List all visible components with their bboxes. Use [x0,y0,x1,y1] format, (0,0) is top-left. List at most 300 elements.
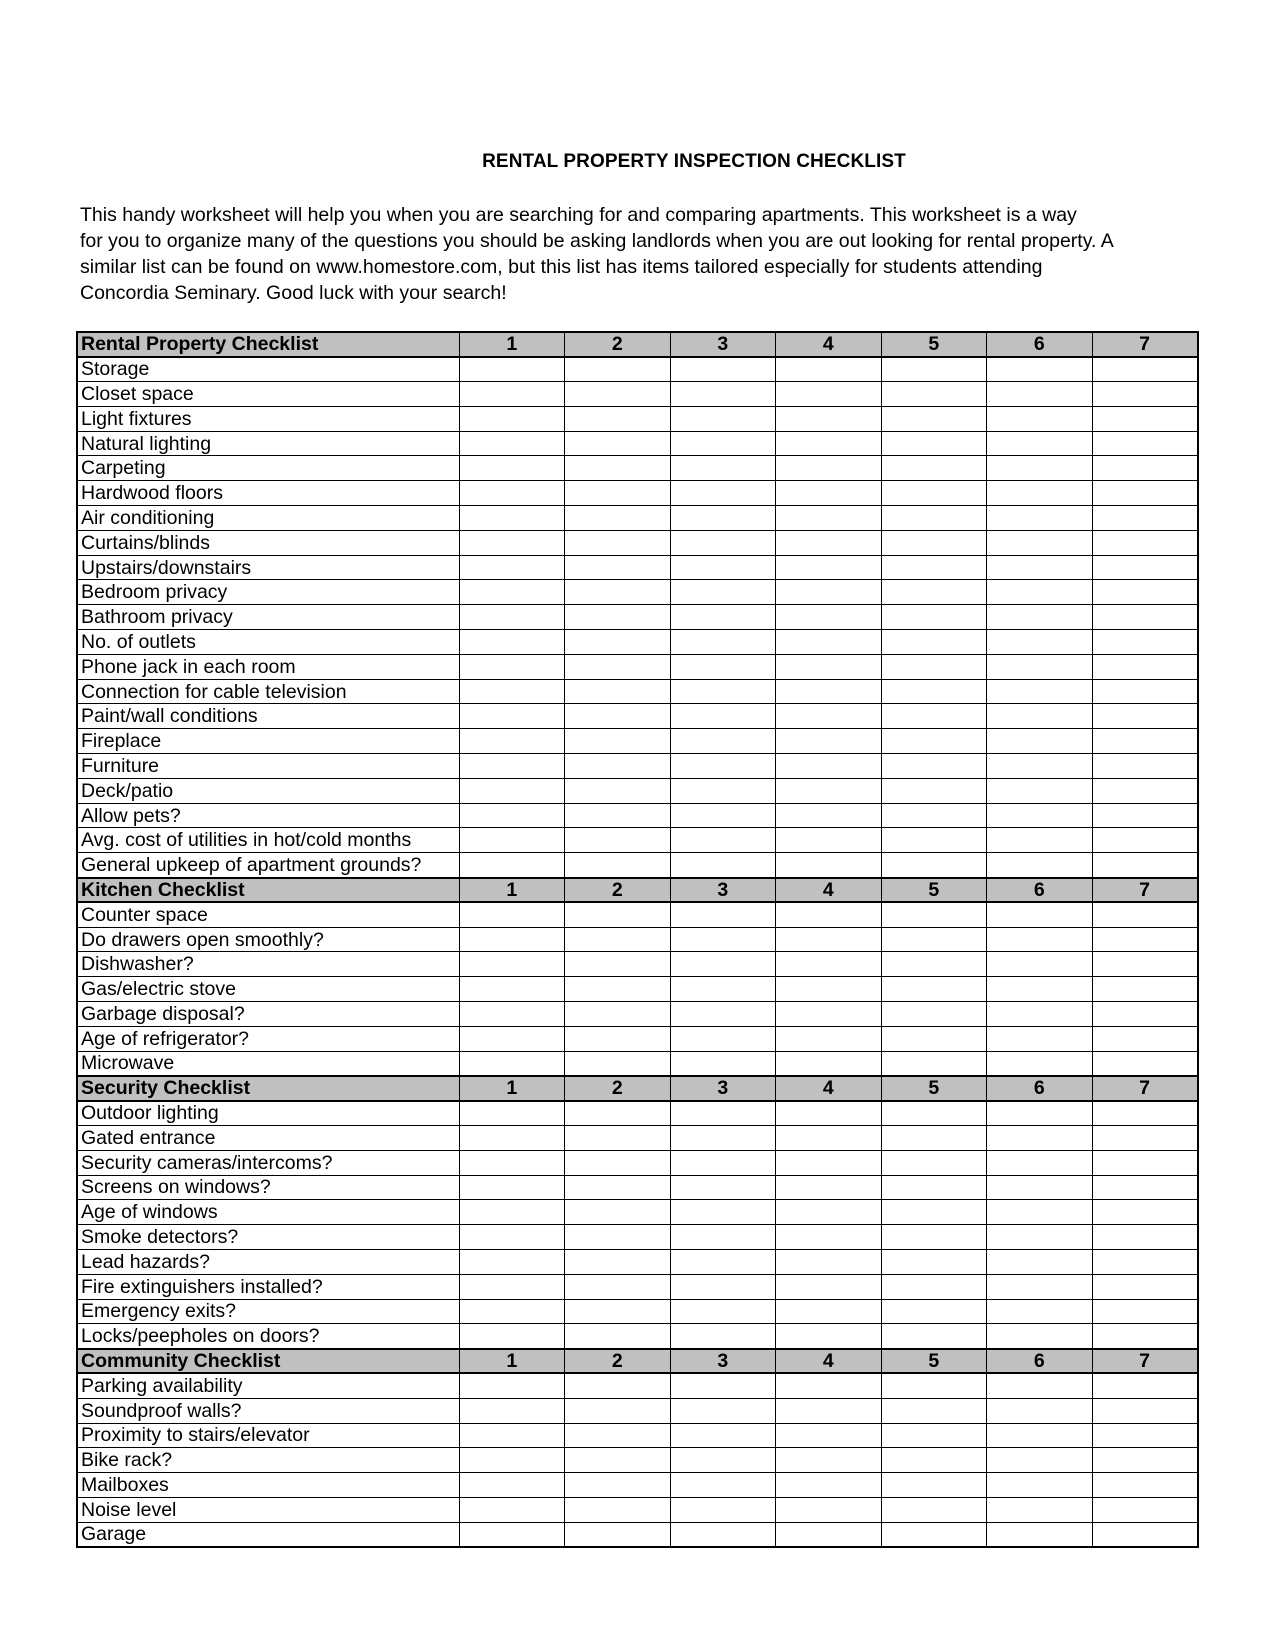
rating-cell[interactable] [1092,902,1198,927]
rating-cell[interactable] [776,580,882,605]
rating-cell[interactable] [987,654,1093,679]
rating-cell[interactable] [987,1324,1093,1349]
rating-cell[interactable] [670,902,776,927]
rating-cell[interactable] [670,530,776,555]
rating-cell[interactable] [881,1051,987,1076]
rating-cell[interactable] [459,654,565,679]
rating-cell[interactable] [987,778,1093,803]
rating-cell[interactable] [670,357,776,382]
rating-cell[interactable] [565,754,671,779]
rating-cell[interactable] [987,1150,1093,1175]
rating-cell[interactable] [565,431,671,456]
rating-cell[interactable] [776,1225,882,1250]
rating-cell[interactable] [1092,927,1198,952]
rating-cell[interactable] [881,630,987,655]
rating-cell[interactable] [776,605,882,630]
rating-cell[interactable] [776,1497,882,1522]
rating-cell[interactable] [1092,1126,1198,1151]
rating-cell[interactable] [987,456,1093,481]
rating-cell[interactable] [565,902,671,927]
rating-cell[interactable] [565,1373,671,1398]
rating-cell[interactable] [565,1423,671,1448]
rating-cell[interactable] [881,704,987,729]
rating-cell[interactable] [1092,1175,1198,1200]
rating-cell[interactable] [459,630,565,655]
rating-cell[interactable] [776,431,882,456]
rating-cell[interactable] [459,754,565,779]
rating-cell[interactable] [881,456,987,481]
rating-cell[interactable] [565,927,671,952]
rating-cell[interactable] [670,1373,776,1398]
rating-cell[interactable] [881,1299,987,1324]
rating-cell[interactable] [565,357,671,382]
rating-cell[interactable] [881,382,987,407]
rating-cell[interactable] [776,803,882,828]
rating-cell[interactable] [881,605,987,630]
rating-cell[interactable] [1092,729,1198,754]
rating-cell[interactable] [776,1175,882,1200]
rating-cell[interactable] [987,977,1093,1002]
rating-cell[interactable] [565,1398,671,1423]
rating-cell[interactable] [565,555,671,580]
rating-cell[interactable] [670,1002,776,1027]
rating-cell[interactable] [987,1026,1093,1051]
rating-cell[interactable] [459,778,565,803]
rating-cell[interactable] [670,778,776,803]
rating-cell[interactable] [459,555,565,580]
rating-cell[interactable] [1092,1448,1198,1473]
rating-cell[interactable] [670,1150,776,1175]
rating-cell[interactable] [459,1002,565,1027]
rating-cell[interactable] [881,1002,987,1027]
rating-cell[interactable] [776,1522,882,1547]
rating-cell[interactable] [670,506,776,531]
rating-cell[interactable] [565,406,671,431]
rating-cell[interactable] [881,1423,987,1448]
rating-cell[interactable] [1092,1522,1198,1547]
rating-cell[interactable] [459,406,565,431]
rating-cell[interactable] [459,1026,565,1051]
rating-cell[interactable] [459,1398,565,1423]
rating-cell[interactable] [776,506,882,531]
rating-cell[interactable] [1092,1497,1198,1522]
rating-cell[interactable] [987,1051,1093,1076]
rating-cell[interactable] [1092,1200,1198,1225]
rating-cell[interactable] [1092,828,1198,853]
rating-cell[interactable] [881,357,987,382]
rating-cell[interactable] [776,1026,882,1051]
rating-cell[interactable] [1092,1026,1198,1051]
rating-cell[interactable] [776,679,882,704]
rating-cell[interactable] [776,927,882,952]
rating-cell[interactable] [1092,406,1198,431]
rating-cell[interactable] [459,704,565,729]
rating-cell[interactable] [565,382,671,407]
rating-cell[interactable] [670,1423,776,1448]
rating-cell[interactable] [565,1448,671,1473]
rating-cell[interactable] [776,1299,882,1324]
rating-cell[interactable] [881,1101,987,1126]
rating-cell[interactable] [881,952,987,977]
rating-cell[interactable] [670,952,776,977]
rating-cell[interactable] [565,1299,671,1324]
rating-cell[interactable] [459,803,565,828]
rating-cell[interactable] [881,1274,987,1299]
rating-cell[interactable] [459,431,565,456]
rating-cell[interactable] [881,1522,987,1547]
rating-cell[interactable] [1092,1249,1198,1274]
rating-cell[interactable] [459,952,565,977]
rating-cell[interactable] [987,1299,1093,1324]
rating-cell[interactable] [881,679,987,704]
rating-cell[interactable] [670,1051,776,1076]
rating-cell[interactable] [881,580,987,605]
rating-cell[interactable] [987,630,1093,655]
rating-cell[interactable] [987,406,1093,431]
rating-cell[interactable] [987,357,1093,382]
rating-cell[interactable] [776,1423,882,1448]
rating-cell[interactable] [565,977,671,1002]
rating-cell[interactable] [1092,853,1198,878]
rating-cell[interactable] [459,605,565,630]
rating-cell[interactable] [776,382,882,407]
rating-cell[interactable] [670,1448,776,1473]
rating-cell[interactable] [776,1002,882,1027]
rating-cell[interactable] [459,729,565,754]
rating-cell[interactable] [565,1200,671,1225]
rating-cell[interactable] [670,853,776,878]
rating-cell[interactable] [565,1324,671,1349]
rating-cell[interactable] [881,506,987,531]
rating-cell[interactable] [1092,654,1198,679]
rating-cell[interactable] [670,481,776,506]
rating-cell[interactable] [1092,431,1198,456]
rating-cell[interactable] [670,1101,776,1126]
rating-cell[interactable] [670,1324,776,1349]
rating-cell[interactable] [565,679,671,704]
rating-cell[interactable] [987,1126,1093,1151]
rating-cell[interactable] [459,1101,565,1126]
rating-cell[interactable] [881,977,987,1002]
rating-cell[interactable] [881,1126,987,1151]
rating-cell[interactable] [987,1398,1093,1423]
rating-cell[interactable] [987,927,1093,952]
rating-cell[interactable] [459,1200,565,1225]
rating-cell[interactable] [565,456,671,481]
rating-cell[interactable] [1092,357,1198,382]
rating-cell[interactable] [881,1324,987,1349]
rating-cell[interactable] [565,952,671,977]
rating-cell[interactable] [565,1101,671,1126]
rating-cell[interactable] [776,977,882,1002]
rating-cell[interactable] [565,1150,671,1175]
rating-cell[interactable] [987,1423,1093,1448]
rating-cell[interactable] [1092,778,1198,803]
rating-cell[interactable] [1092,1373,1198,1398]
rating-cell[interactable] [987,382,1093,407]
rating-cell[interactable] [881,654,987,679]
rating-cell[interactable] [459,357,565,382]
rating-cell[interactable] [459,679,565,704]
rating-cell[interactable] [776,1448,882,1473]
rating-cell[interactable] [776,1051,882,1076]
rating-cell[interactable] [1092,1051,1198,1076]
rating-cell[interactable] [1092,1002,1198,1027]
rating-cell[interactable] [987,1448,1093,1473]
rating-cell[interactable] [459,1497,565,1522]
rating-cell[interactable] [987,481,1093,506]
rating-cell[interactable] [1092,1101,1198,1126]
rating-cell[interactable] [776,1126,882,1151]
rating-cell[interactable] [776,456,882,481]
rating-cell[interactable] [776,1150,882,1175]
rating-cell[interactable] [565,481,671,506]
rating-cell[interactable] [881,754,987,779]
rating-cell[interactable] [776,1200,882,1225]
rating-cell[interactable] [1092,704,1198,729]
rating-cell[interactable] [881,927,987,952]
rating-cell[interactable] [776,704,882,729]
rating-cell[interactable] [776,406,882,431]
rating-cell[interactable] [881,1473,987,1498]
rating-cell[interactable] [776,654,882,679]
rating-cell[interactable] [881,778,987,803]
rating-cell[interactable] [776,1324,882,1349]
rating-cell[interactable] [459,828,565,853]
rating-cell[interactable] [881,803,987,828]
rating-cell[interactable] [565,828,671,853]
rating-cell[interactable] [565,853,671,878]
rating-cell[interactable] [1092,1423,1198,1448]
rating-cell[interactable] [987,704,1093,729]
rating-cell[interactable] [459,1423,565,1448]
rating-cell[interactable] [881,1398,987,1423]
rating-cell[interactable] [881,406,987,431]
rating-cell[interactable] [565,778,671,803]
rating-cell[interactable] [670,977,776,1002]
rating-cell[interactable] [670,1249,776,1274]
rating-cell[interactable] [987,555,1093,580]
rating-cell[interactable] [987,1002,1093,1027]
rating-cell[interactable] [1092,630,1198,655]
rating-cell[interactable] [565,654,671,679]
rating-cell[interactable] [776,952,882,977]
rating-cell[interactable] [776,1398,882,1423]
rating-cell[interactable] [987,729,1093,754]
rating-cell[interactable] [459,1126,565,1151]
rating-cell[interactable] [987,530,1093,555]
rating-cell[interactable] [670,729,776,754]
rating-cell[interactable] [459,530,565,555]
rating-cell[interactable] [1092,754,1198,779]
rating-cell[interactable] [670,406,776,431]
rating-cell[interactable] [1092,1324,1198,1349]
rating-cell[interactable] [776,630,882,655]
rating-cell[interactable] [670,1473,776,1498]
rating-cell[interactable] [1092,1225,1198,1250]
rating-cell[interactable] [881,431,987,456]
rating-cell[interactable] [459,1175,565,1200]
rating-cell[interactable] [565,1522,671,1547]
rating-cell[interactable] [459,1225,565,1250]
rating-cell[interactable] [987,952,1093,977]
rating-cell[interactable] [881,530,987,555]
rating-cell[interactable] [459,902,565,927]
rating-cell[interactable] [565,580,671,605]
rating-cell[interactable] [881,1026,987,1051]
rating-cell[interactable] [1092,605,1198,630]
rating-cell[interactable] [987,1225,1093,1250]
rating-cell[interactable] [776,1373,882,1398]
rating-cell[interactable] [670,382,776,407]
rating-cell[interactable] [881,1497,987,1522]
rating-cell[interactable] [776,1274,882,1299]
rating-cell[interactable] [565,1002,671,1027]
rating-cell[interactable] [987,828,1093,853]
rating-cell[interactable] [1092,952,1198,977]
rating-cell[interactable] [459,1299,565,1324]
rating-cell[interactable] [776,853,882,878]
rating-cell[interactable] [565,1473,671,1498]
rating-cell[interactable] [459,1373,565,1398]
rating-cell[interactable] [987,853,1093,878]
rating-cell[interactable] [459,456,565,481]
rating-cell[interactable] [670,431,776,456]
rating-cell[interactable] [670,654,776,679]
rating-cell[interactable] [987,580,1093,605]
rating-cell[interactable] [1092,481,1198,506]
rating-cell[interactable] [1092,530,1198,555]
rating-cell[interactable] [776,902,882,927]
rating-cell[interactable] [670,679,776,704]
rating-cell[interactable] [565,630,671,655]
rating-cell[interactable] [670,1299,776,1324]
rating-cell[interactable] [987,1473,1093,1498]
rating-cell[interactable] [987,1274,1093,1299]
rating-cell[interactable] [565,803,671,828]
rating-cell[interactable] [987,1175,1093,1200]
rating-cell[interactable] [459,927,565,952]
rating-cell[interactable] [670,803,776,828]
rating-cell[interactable] [881,1200,987,1225]
rating-cell[interactable] [459,1249,565,1274]
rating-cell[interactable] [670,1175,776,1200]
rating-cell[interactable] [987,1522,1093,1547]
rating-cell[interactable] [459,977,565,1002]
rating-cell[interactable] [987,1373,1093,1398]
rating-cell[interactable] [565,605,671,630]
rating-cell[interactable] [565,506,671,531]
rating-cell[interactable] [987,679,1093,704]
rating-cell[interactable] [1092,1398,1198,1423]
rating-cell[interactable] [1092,456,1198,481]
rating-cell[interactable] [1092,1473,1198,1498]
rating-cell[interactable] [1092,1274,1198,1299]
rating-cell[interactable] [565,1126,671,1151]
rating-cell[interactable] [881,481,987,506]
rating-cell[interactable] [670,630,776,655]
rating-cell[interactable] [987,902,1093,927]
rating-cell[interactable] [670,1126,776,1151]
rating-cell[interactable] [881,853,987,878]
rating-cell[interactable] [565,1225,671,1250]
rating-cell[interactable] [1092,555,1198,580]
rating-cell[interactable] [670,828,776,853]
rating-cell[interactable] [670,1497,776,1522]
rating-cell[interactable] [670,555,776,580]
rating-cell[interactable] [565,530,671,555]
rating-cell[interactable] [459,853,565,878]
rating-cell[interactable] [670,1200,776,1225]
rating-cell[interactable] [776,530,882,555]
rating-cell[interactable] [776,754,882,779]
rating-cell[interactable] [987,431,1093,456]
rating-cell[interactable] [565,1175,671,1200]
rating-cell[interactable] [670,580,776,605]
rating-cell[interactable] [1092,580,1198,605]
rating-cell[interactable] [1092,679,1198,704]
rating-cell[interactable] [670,754,776,779]
rating-cell[interactable] [987,1497,1093,1522]
rating-cell[interactable] [881,902,987,927]
rating-cell[interactable] [459,1473,565,1498]
rating-cell[interactable] [776,481,882,506]
rating-cell[interactable] [565,704,671,729]
rating-cell[interactable] [1092,1299,1198,1324]
rating-cell[interactable] [987,1249,1093,1274]
rating-cell[interactable] [670,456,776,481]
rating-cell[interactable] [1092,1150,1198,1175]
rating-cell[interactable] [670,605,776,630]
rating-cell[interactable] [881,1448,987,1473]
rating-cell[interactable] [776,778,882,803]
rating-cell[interactable] [987,754,1093,779]
rating-cell[interactable] [565,1497,671,1522]
rating-cell[interactable] [459,580,565,605]
rating-cell[interactable] [459,481,565,506]
rating-cell[interactable] [1092,803,1198,828]
rating-cell[interactable] [881,1150,987,1175]
rating-cell[interactable] [776,357,882,382]
rating-cell[interactable] [987,1101,1093,1126]
rating-cell[interactable] [670,704,776,729]
rating-cell[interactable] [776,1473,882,1498]
rating-cell[interactable] [987,1200,1093,1225]
rating-cell[interactable] [459,506,565,531]
rating-cell[interactable] [1092,382,1198,407]
rating-cell[interactable] [459,382,565,407]
rating-cell[interactable] [1092,506,1198,531]
rating-cell[interactable] [459,1150,565,1175]
rating-cell[interactable] [565,1274,671,1299]
rating-cell[interactable] [670,1522,776,1547]
rating-cell[interactable] [459,1051,565,1076]
rating-cell[interactable] [881,729,987,754]
rating-cell[interactable] [670,1274,776,1299]
rating-cell[interactable] [776,729,882,754]
rating-cell[interactable] [881,828,987,853]
rating-cell[interactable] [881,1249,987,1274]
rating-cell[interactable] [987,803,1093,828]
rating-cell[interactable] [1092,977,1198,1002]
rating-cell[interactable] [565,1051,671,1076]
rating-cell[interactable] [670,1225,776,1250]
rating-cell[interactable] [670,1026,776,1051]
rating-cell[interactable] [987,605,1093,630]
rating-cell[interactable] [459,1448,565,1473]
rating-cell[interactable] [776,828,882,853]
rating-cell[interactable] [881,555,987,580]
